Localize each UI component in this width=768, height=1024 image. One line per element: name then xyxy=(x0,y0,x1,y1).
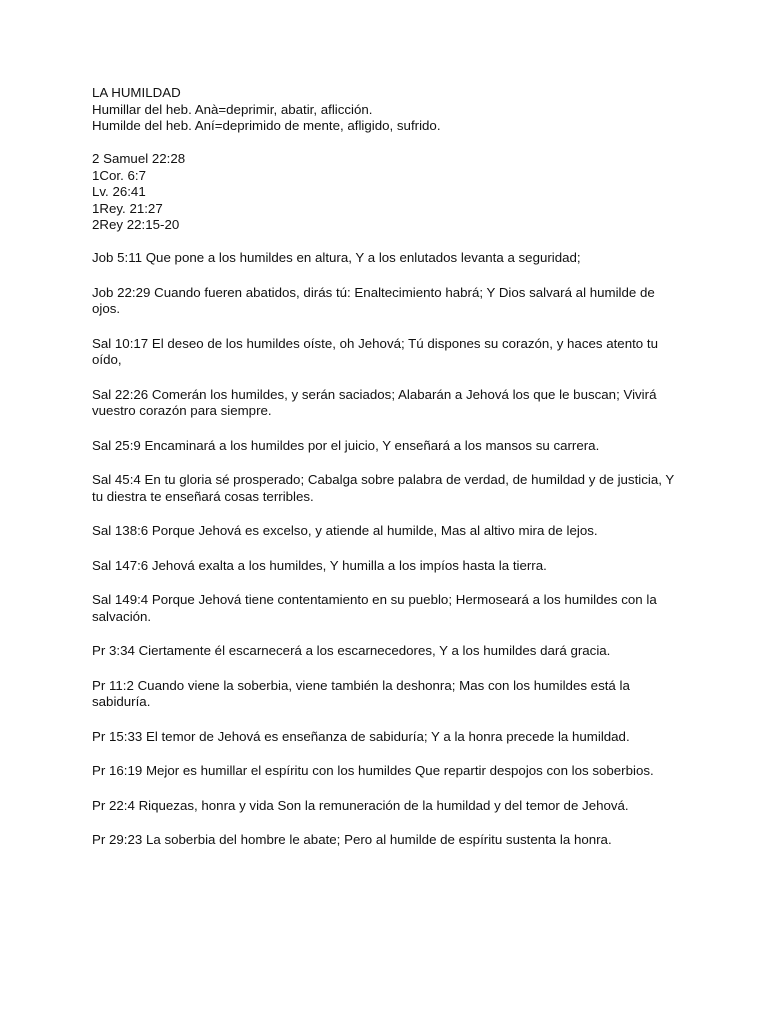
reference-item: 2Rey 22:15-20 xyxy=(92,217,180,232)
reference-item: 1Cor. 6:7 xyxy=(92,167,146,183)
verse-list xyxy=(92,250,682,849)
reference-list xyxy=(92,151,682,234)
verse-sal-138-6: Sal 138:6 Porque Jehová es excelso, y atiende al humilde, Mas al altivo mira de lejos. xyxy=(92,523,598,538)
definition-humilde: Humilde del heb. Aní=deprimido de mente, afligido, sufrido. xyxy=(92,118,441,133)
definition-humillar: Humillar del heb. Anà=deprimir, abatir, aflicción. xyxy=(92,101,373,117)
reference-item: Lv. 26:41 xyxy=(92,184,146,199)
verse-sal-25-9: Sal 25:9 Encaminará a los humildes por el juicio, Y enseñará a los mansos su carrera. xyxy=(92,437,600,453)
verse-job-5-11: Job 5:11 Que pone a los humildes en altura, Y a los enlutados levanta a seguridad; xyxy=(92,250,581,265)
verse-pr-29-23: Pr 29:23 La soberbia del hombre le abate; Pero al humilde de espíritu sustenta la honra. xyxy=(92,832,612,847)
verse-sal-147-6: Sal 147:6 Jehová exalta a los humildes, Y humilla a los impíos hasta la tierra. xyxy=(92,557,547,573)
verse-pr-16-19: Pr 16:19 Mejor es humillar el espíritu con los humildes Que repartir despojos con los soberbios. xyxy=(92,763,654,778)
verse-pr-3-34: Pr 3:34 Ciertamente él escarnecerá a los escarnecedores, Y a los humildes dará gracia. xyxy=(92,643,611,658)
verse-job-22-29: Job 22:29 Cuando fueren abatidos, dirás tú: Enaltecimiento habrá; Y Dios salvará al humilde de ojos. xyxy=(92,284,655,316)
verse-sal-45-4: Sal 45:4 En tu gloria sé prosperado; Cabalga sobre palabra de verdad, de humildad y de justicia, Y tu diestra te enseñará cosas terribles. xyxy=(92,472,674,504)
reference-item: 1Rey. 21:27 xyxy=(92,200,163,216)
document-title: LA HUMILDAD xyxy=(92,85,181,100)
verse-pr-22-4: Pr 22:4 Riquezas, honra y vida Son la remuneración de la humildad y del temor de Jehová. xyxy=(92,797,629,813)
verse-sal-10-17: Sal 10:17 El deseo de los humildes oíste, oh Jehová; Tú dispones su corazón, y haces atento tu oído, xyxy=(92,335,658,367)
verse-sal-22-26: Sal 22:26 Comerán los humildes, y serán saciados; Alabarán a Jehová los que le buscan; Vivirá vuestro corazón para siempre. xyxy=(92,386,657,418)
reference-item: 2 Samuel 22:28 xyxy=(92,151,186,166)
verse-sal-149-4: Sal 149:4 Porque Jehová tiene contentamiento en su pueblo; Hermoseará a los humildes con la salvación. xyxy=(92,592,657,624)
document-body xyxy=(92,85,682,867)
verse-pr-11-2: Pr 11:2 Cuando viene la soberbia, viene también la deshonra; Mas con los humildes está la sabiduría. xyxy=(92,677,630,709)
verse-pr-15-33: Pr 15:33 El temor de Jehová es enseñanza de sabiduría; Y a la honra precede la humildad. xyxy=(92,728,630,744)
